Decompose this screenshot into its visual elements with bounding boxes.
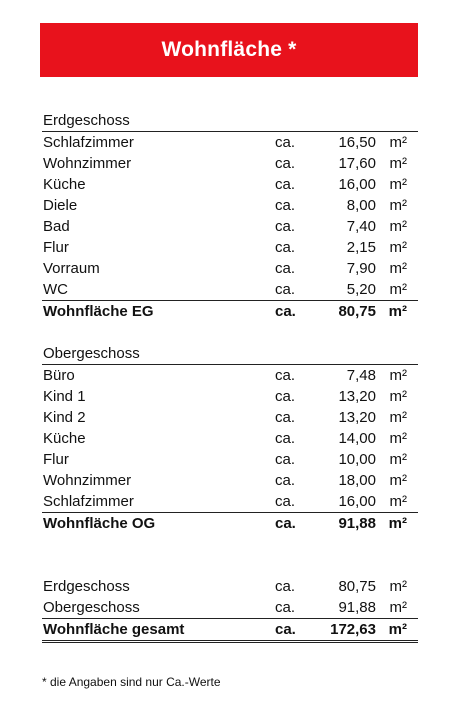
room-name: Flur <box>43 239 69 256</box>
grand-total-label: Wohnfläche gesamt <box>43 621 185 638</box>
approx-label: ca. <box>275 134 296 151</box>
table-row <box>42 258 418 279</box>
area-unit: m² <box>389 599 407 616</box>
approx-label: ca. <box>275 155 296 172</box>
table-row <box>42 407 418 428</box>
approx-label: ca. <box>275 515 296 532</box>
room-name: Wohnzimmer <box>43 155 132 172</box>
subtotal-value: 80,75 <box>338 303 376 320</box>
section-label-erdgeschoss: Erdgeschoss <box>42 110 418 132</box>
table-row <box>42 365 418 386</box>
area-value: 2,15 <box>346 239 376 256</box>
room-name: Flur <box>43 451 69 468</box>
summary-row <box>42 597 418 618</box>
footnote: * die Angaben sind nur Ca.-Werte <box>42 675 221 689</box>
area-unit: m² <box>389 239 407 256</box>
table-row <box>42 386 418 407</box>
approx-label: ca. <box>275 599 296 616</box>
room-name: WC <box>43 281 68 298</box>
area-unit: m² <box>388 621 407 638</box>
area-value: 10,00 <box>338 451 376 468</box>
approx-label: ca. <box>275 281 296 298</box>
area-unit: m² <box>389 451 407 468</box>
table-row <box>42 174 418 195</box>
area-value: 14,00 <box>338 430 376 447</box>
section-label-obergeschoss: Obergeschoss <box>42 343 418 365</box>
subtotal-label: Wohnfläche OG <box>43 515 156 532</box>
area-table <box>42 110 418 643</box>
area-value: 7,40 <box>346 218 376 235</box>
subtotal-row-eg <box>42 300 418 322</box>
area-value: 13,20 <box>338 409 376 426</box>
area-value: 5,20 <box>346 281 376 298</box>
room-name: Kind 1 <box>43 388 86 405</box>
table-row <box>42 216 418 237</box>
area-unit: m² <box>389 176 407 193</box>
room-name: Bad <box>43 218 70 235</box>
area-unit: m² <box>389 409 407 426</box>
room-name: Vorraum <box>43 260 100 277</box>
grand-total-value: 172,63 <box>330 621 376 638</box>
page-title: Wohnfläche * <box>161 38 297 61</box>
approx-label: ca. <box>275 260 296 277</box>
spacer <box>42 534 418 576</box>
table-row <box>42 449 418 470</box>
area-unit: m² <box>389 430 407 447</box>
approx-label: ca. <box>275 388 296 405</box>
approx-label: ca. <box>275 430 296 447</box>
area-unit: m² <box>389 197 407 214</box>
area-value: 13,20 <box>338 388 376 405</box>
area-unit: m² <box>389 218 407 235</box>
approx-label: ca. <box>275 197 296 214</box>
subtotal-value: 91,88 <box>338 515 376 532</box>
table-row <box>42 470 418 491</box>
approx-label: ca. <box>275 367 296 384</box>
floor-name: Erdgeschoss <box>43 578 130 595</box>
area-unit: m² <box>389 367 407 384</box>
area-value: 16,50 <box>338 134 376 151</box>
area-unit: m² <box>389 134 407 151</box>
area-value: 91,88 <box>338 599 376 616</box>
approx-label: ca. <box>275 218 296 235</box>
area-unit: m² <box>388 303 407 320</box>
approx-label: ca. <box>275 451 296 468</box>
approx-label: ca. <box>275 239 296 256</box>
area-value: 7,48 <box>346 367 376 384</box>
grand-total-row <box>42 618 418 643</box>
room-name: Büro <box>43 367 75 384</box>
subtotal-label: Wohnfläche EG <box>43 303 154 320</box>
approx-label: ca. <box>275 493 296 510</box>
room-name: Wohnzimmer <box>43 472 132 489</box>
area-unit: m² <box>389 578 407 595</box>
approx-label: ca. <box>275 472 296 489</box>
area-value: 16,00 <box>338 493 376 510</box>
summary-row <box>42 576 418 597</box>
title-banner <box>40 23 418 77</box>
table-row <box>42 153 418 174</box>
room-name: Diele <box>43 197 78 214</box>
area-unit: m² <box>389 260 407 277</box>
area-value: 16,00 <box>338 176 376 193</box>
approx-label: ca. <box>275 621 296 638</box>
subtotal-row-og <box>42 512 418 534</box>
area-value: 17,60 <box>338 155 376 172</box>
area-value: 18,00 <box>338 472 376 489</box>
table-row <box>42 132 418 153</box>
area-unit: m² <box>389 472 407 489</box>
area-value: 8,00 <box>346 197 376 214</box>
room-name: Küche <box>43 176 86 193</box>
room-name: Schlafzimmer <box>43 134 134 151</box>
area-unit: m² <box>388 515 407 532</box>
room-name: Schlafzimmer <box>43 493 134 510</box>
floor-name: Obergeschoss <box>43 599 140 616</box>
room-name: Kind 2 <box>43 409 86 426</box>
room-name: Küche <box>43 430 86 447</box>
table-row <box>42 279 418 300</box>
area-unit: m² <box>389 281 407 298</box>
area-unit: m² <box>389 493 407 510</box>
table-row <box>42 237 418 258</box>
approx-label: ca. <box>275 176 296 193</box>
area-value: 80,75 <box>338 578 376 595</box>
table-row <box>42 428 418 449</box>
approx-label: ca. <box>275 409 296 426</box>
table-row <box>42 195 418 216</box>
area-unit: m² <box>389 155 407 172</box>
approx-label: ca. <box>275 303 296 320</box>
table-row <box>42 491 418 512</box>
spacer <box>42 322 418 343</box>
approx-label: ca. <box>275 578 296 595</box>
area-unit: m² <box>389 388 407 405</box>
area-value: 7,90 <box>346 260 376 277</box>
